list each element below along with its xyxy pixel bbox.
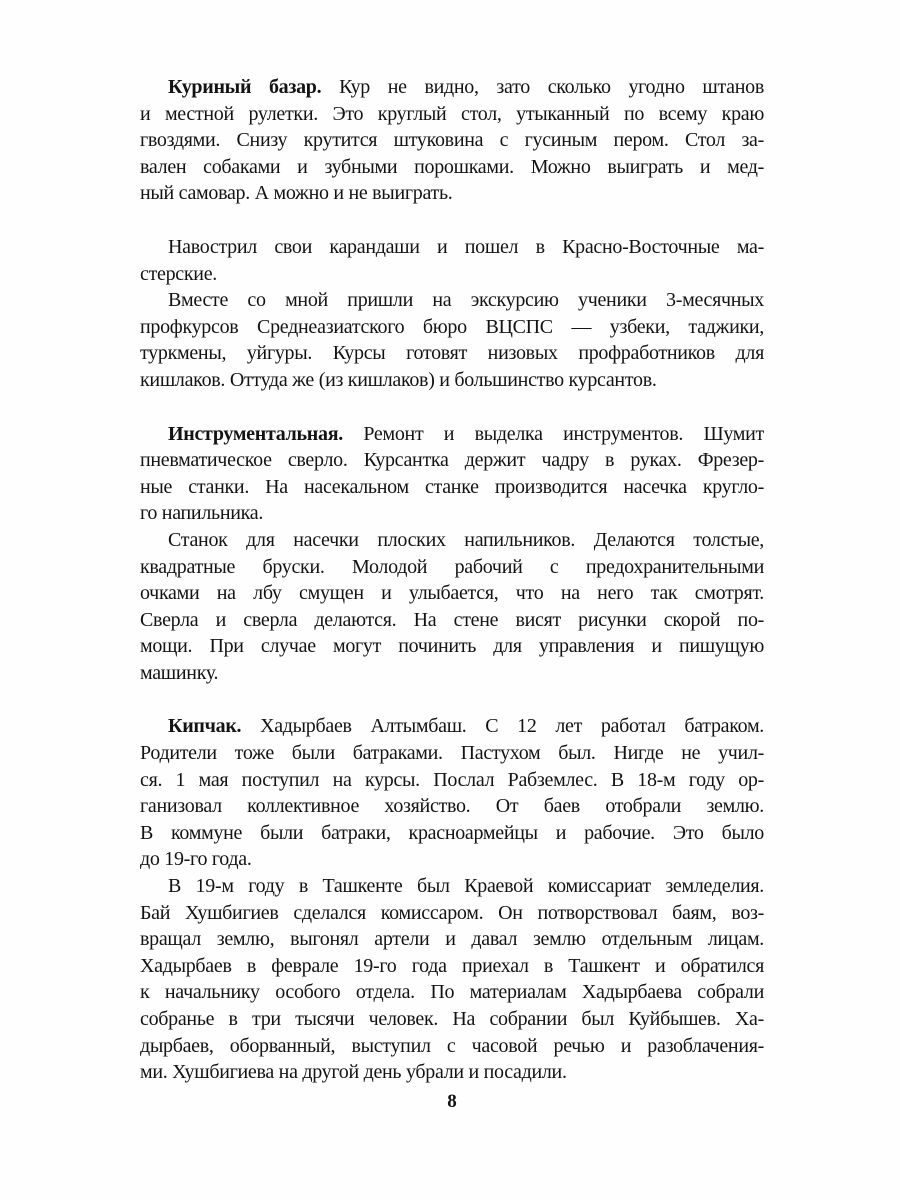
text-line: Навострил свои карандаши и пошел в Красно-Восточные ма- xyxy=(168,235,764,258)
text-line: стерские. xyxy=(140,262,217,285)
text-line: туркмены, уйгуры. Курсы готовят низовых профработников для xyxy=(140,342,764,365)
paragraph xyxy=(140,234,764,287)
text-line: ганизовал коллективное хозяйство. От баев отобрали землю. xyxy=(140,795,764,818)
text-line xyxy=(140,713,764,740)
text-line: пневматическое сверло. Курсантка держит чадру в руках. Фрезер- xyxy=(140,449,764,472)
text-run: Кур не видно, зато сколько угодно штанов xyxy=(339,76,764,98)
text-line: вален собаками и зубными порошками. Можно выиграть и мед- xyxy=(140,155,764,178)
text-line: до 19-го года. xyxy=(140,848,252,871)
text-line: мощи. При случае могут починить для управления и пишущую xyxy=(140,635,764,658)
run-in-heading: Куриный базар. xyxy=(168,76,322,98)
run-in-heading: Кипчак. xyxy=(168,715,242,738)
text-line: дырбаев, оборванный, выступил с часовой речью и разоблачения- xyxy=(140,1034,764,1057)
text-line: собранье в три тысячи человек. На собрании был Куйбышев. Ха- xyxy=(140,1008,764,1030)
text-line: ный самовар. А можно и не выиграть. xyxy=(140,182,453,205)
text-line xyxy=(140,74,764,101)
text-line: кишлаков. Оттуда же (из кишлаков) и большинство курсантов. xyxy=(140,368,657,391)
text-line: квадратные бруски. Молодой рабочий с предохранительными xyxy=(140,555,764,578)
text-line: Вместе со мной пришли на экскурсию ученики 3-месячных xyxy=(168,289,764,312)
paragraph xyxy=(140,74,764,207)
paragraph xyxy=(140,873,764,1086)
run-in-heading: Инструментальная. xyxy=(168,422,343,445)
text-line: Родители тоже были батраками. Пастухом был. Нигде не учил- xyxy=(140,742,764,765)
paragraph xyxy=(140,287,764,393)
text-run: Ремонт и выделка инструментов. Шумит xyxy=(363,422,764,445)
text-line: очками на лбу смущен и улыбается, что на него так смотрят. xyxy=(140,582,764,605)
text-line: Бай Хушбигиев сделался комиссаром. Он потворствовал баям, воз- xyxy=(140,901,764,924)
text-line xyxy=(140,421,764,448)
paragraph xyxy=(140,527,764,687)
text-line: вращал землю, выгонял артели и давал землю отдельным лицам. xyxy=(140,928,764,951)
text-line: Хадырбаев в феврале 19-го года приехал в Ташкент и обратился xyxy=(140,954,764,977)
text-line: ми. Хушбигиева на другой день убрали и посадили. xyxy=(140,1061,567,1084)
text-run: Хадырбаев Алтымбаш. С 12 лет работал батраком. xyxy=(260,715,765,738)
text-line: го напильника. xyxy=(140,502,264,525)
text-line: профкурсов Среднеазиатского бюро ВЦСПС — узбеки, таджики, xyxy=(140,315,764,338)
text-line: В коммуне были батраки, красноармейцы и рабочие. Это было xyxy=(140,821,764,844)
text-line: Станок для насечки плоских напильников. Делаются толстые, xyxy=(168,528,764,551)
text-line: и местной рулетки. Это круглый стол, утыканный по всему краю xyxy=(140,102,764,125)
text-line: В 19-м году в Ташкенте был Краевой комиссариат земледелия. xyxy=(168,875,764,898)
paragraph xyxy=(140,421,764,527)
text-line: Сверла и сверла делаются. На стене висят рисунки скорой по- xyxy=(140,608,764,631)
text-line: ся. 1 мая поступил на курсы. Послал Рабземлес. В 18-м году ор- xyxy=(140,768,764,791)
page-number: 8 xyxy=(447,1091,457,1112)
text-line: гвоздями. Снизу крутится штуковина с гусиным пером. Стол за- xyxy=(140,129,764,152)
text-block xyxy=(140,74,764,1086)
text-line: ные станки. На насекальном станке производится насечка кругло- xyxy=(140,475,764,498)
paragraph xyxy=(140,713,764,873)
text-line: машинку. xyxy=(140,661,219,684)
text-line: к начальнику особого отдела. По материалам Хадырбаева собрали xyxy=(140,981,764,1004)
